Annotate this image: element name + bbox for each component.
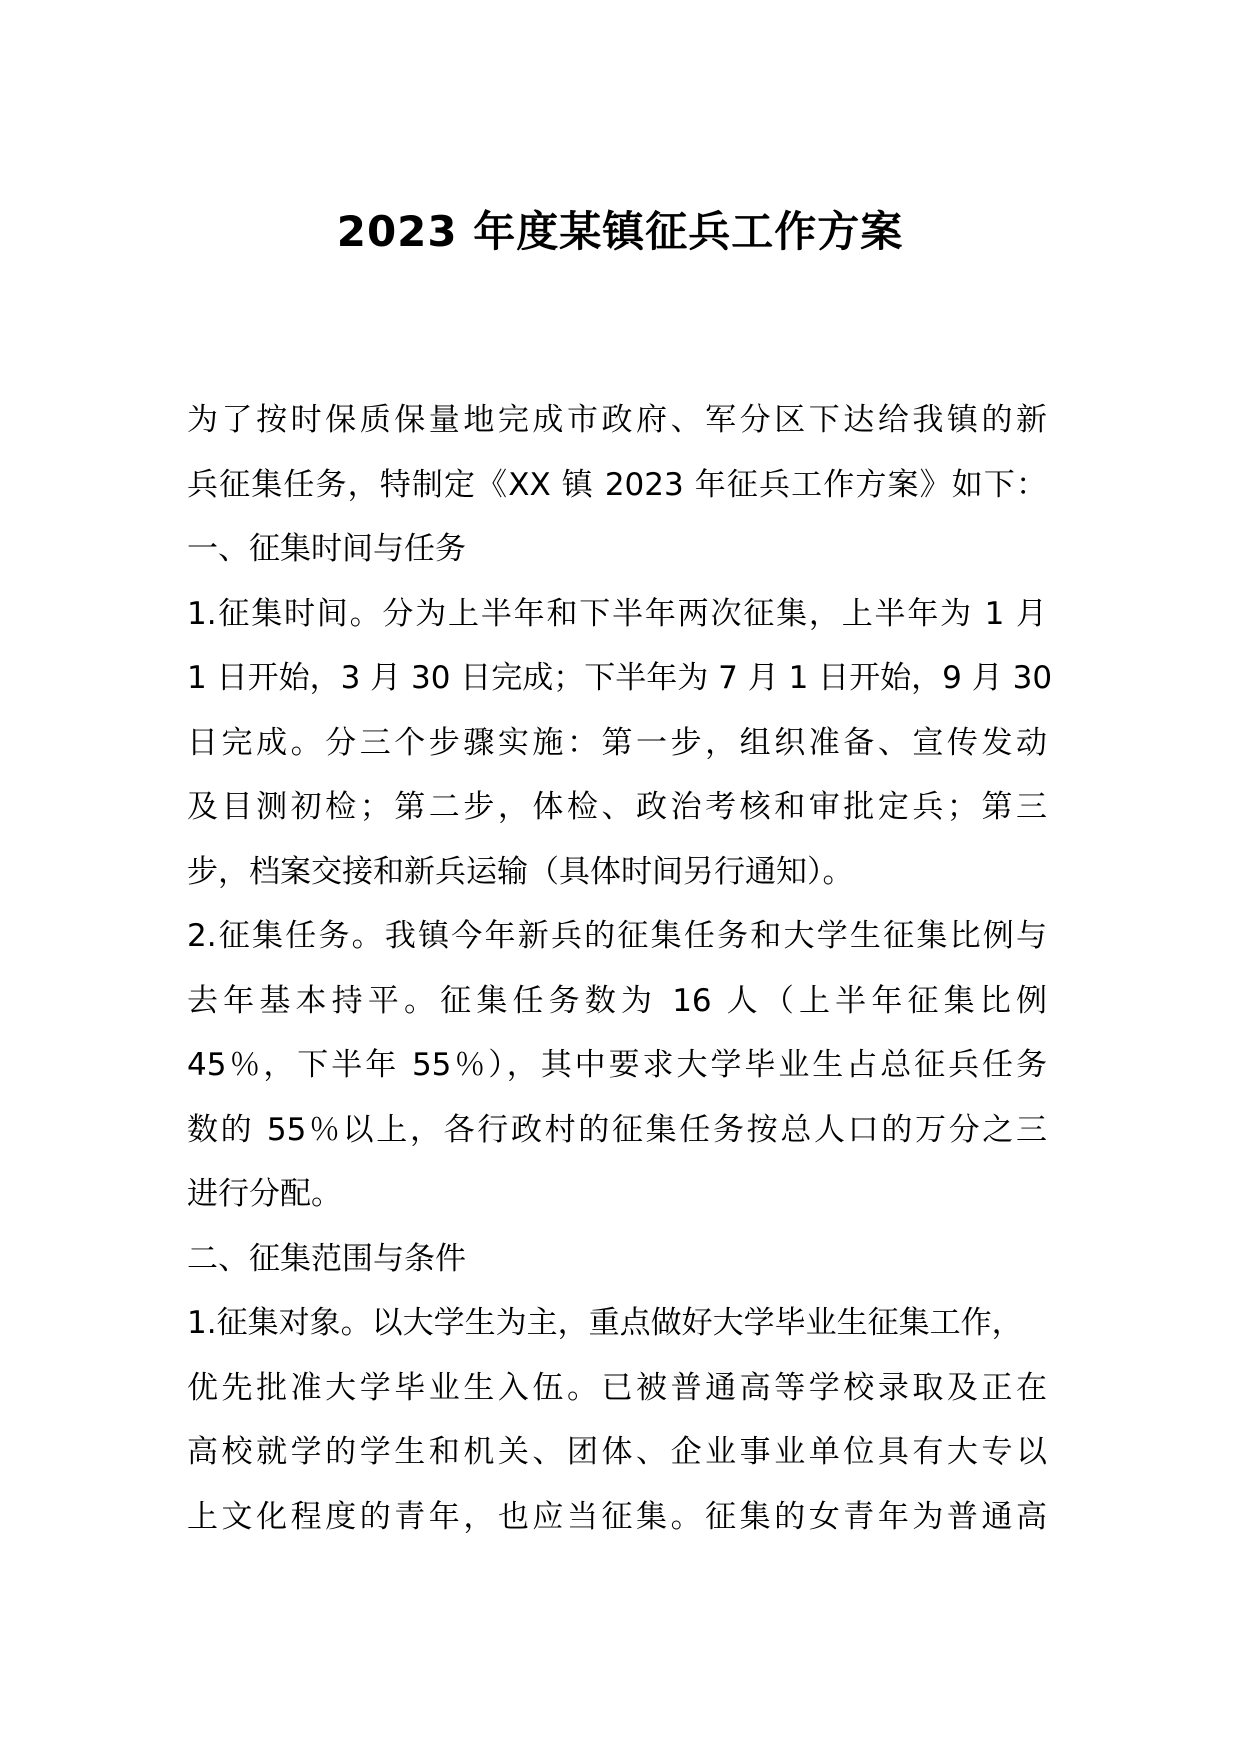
paragraph-line: 2.征集任务。我镇今年新兵的征集任务和大学生征集比例与 [187, 918, 1047, 954]
section-heading: 二、征集范围与条件 [187, 1240, 466, 1277]
document-title: 2023 年度某镇征兵工作方案 [336, 207, 904, 256]
paragraph-line: 上文化程度的青年，也应当征集。征集的女青年为普通高 [187, 1498, 1047, 1535]
paragraph-line: 数的 55％以上，各行政村的征集任务按总人口的万分之三 [187, 1111, 1047, 1148]
paragraph-line: 45％，下半年 55％），其中要求大学毕业生占总征兵任务 [187, 1047, 1047, 1083]
paragraph-line: 兵征集任务，特制定《XX 镇 2023 年征兵工作方案》如下： [187, 466, 1047, 503]
paragraph-line: 进行分配。 [187, 1176, 342, 1212]
paragraph-line: 日完成。分三个步骤实施：第一步，组织准备、宣传发动 [187, 724, 1047, 761]
paragraph-line: 去年基本持平。征集任务数为 16 人（上半年征集比例 [187, 982, 1047, 1019]
paragraph-line: 1.征集时间。分为上半年和下半年两次征集，上半年为 1 月 [187, 595, 1047, 632]
paragraph-line: 步，档案交接和新兵运输（具体时间另行通知）。 [187, 853, 854, 890]
paragraph-line: 及目测初检；第二步，体检、政治考核和审批定兵；第三 [187, 789, 1047, 825]
paragraph-line: 优先批准大学毕业生入伍。已被普通高等学校录取及正在 [187, 1369, 1047, 1406]
section-heading: 一、征集时间与任务 [187, 531, 466, 567]
paragraph-line: 1 日开始，3 月 30 日完成；下半年为 7 月 1 日开始，9 月 30 [187, 660, 1053, 696]
document-body [187, 388, 1067, 1549]
paragraph-line: 为了按时保质保量地完成市政府、军分区下达给我镇的新 [187, 402, 1047, 438]
paragraph-line: 1.征集对象。以大学生为主，重点做好大学毕业生征集工作， [187, 1305, 1023, 1341]
paragraph-line: 高校就学的学生和机关、团体、企业事业单位具有大专以 [187, 1434, 1047, 1470]
